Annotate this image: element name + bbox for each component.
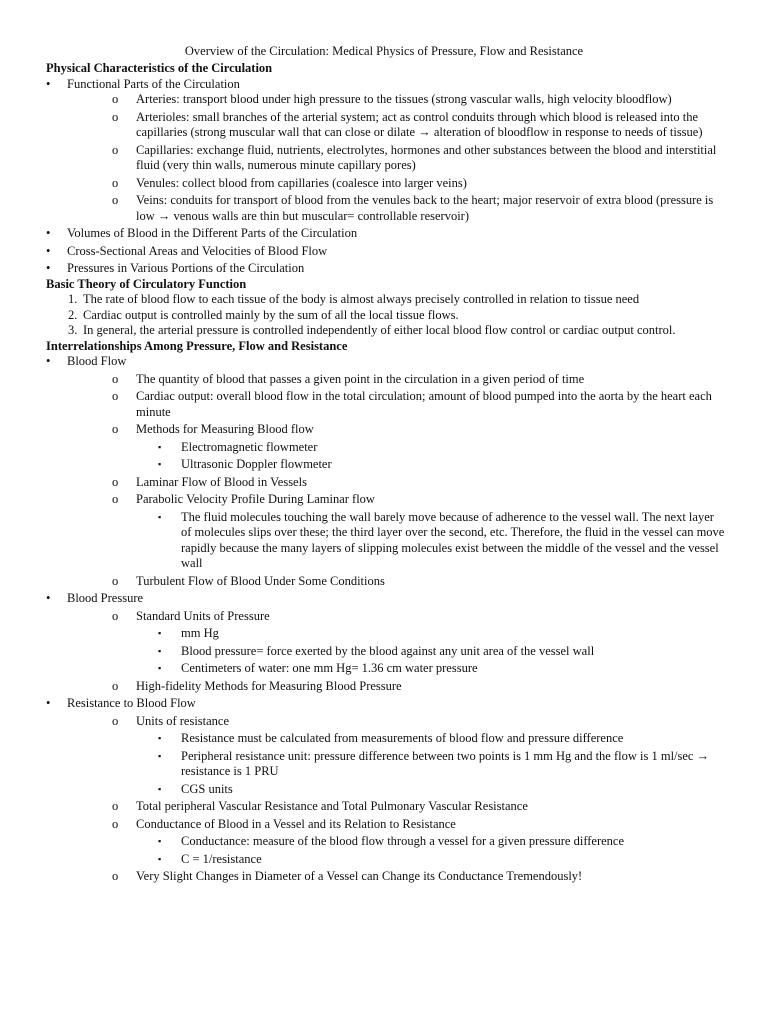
sub-bullet-item	[46, 574, 726, 590]
sub-sub-bullet-item	[46, 834, 726, 850]
numbered-item	[46, 308, 726, 324]
sub-bullet-text: Methods for Measuring Blood flow	[136, 422, 314, 436]
square-marker	[158, 852, 161, 868]
square-marker	[158, 510, 161, 526]
sub-bullet-text: Capillaries: exchange fluid, nutrients, electrolytes, hormones and other substances between the blood and interstitial fluid (very thin walls, numerous minute capillary pores)	[136, 142, 717, 172]
bullet-item	[46, 244, 726, 260]
sub-bullet-item	[46, 714, 726, 730]
numbered-text: Cardiac output is controlled mainly by the sum of all the local tissue flows.	[83, 307, 459, 322]
sub-bullet-item	[46, 799, 726, 815]
circle-marker	[112, 422, 118, 438]
sub-bullet-item	[46, 372, 726, 388]
sub-bullet-text: Turbulent Flow of Blood Under Some Conditions	[136, 573, 385, 588]
bullet-marker	[46, 354, 50, 370]
bullet-marker	[46, 591, 50, 607]
section-heading: Interrelationships Among Pressure, Flow and Resistance	[46, 338, 348, 353]
square-marker	[158, 749, 161, 765]
bullet-marker	[46, 244, 50, 260]
sub-sub-bullet-item	[46, 749, 726, 780]
sub-bullet-text: Total peripheral Vascular Resistance and Total Pulmonary Vascular Resistance	[136, 799, 528, 813]
square-marker	[158, 644, 161, 660]
bullet-item	[46, 696, 726, 712]
document-body	[46, 61, 726, 885]
sub-sub-bullet-text: mm Hg	[181, 626, 219, 640]
circle-marker	[112, 817, 118, 833]
sub-sub-bullet-text: Blood pressure= force exerted by the blood against any unit area of the vessel wall	[181, 643, 595, 658]
bullet-marker	[46, 77, 50, 93]
sub-sub-bullet-text: Electromagnetic flowmeter	[181, 439, 318, 454]
bullet-text: Volumes of Blood in the Different Parts of the Circulation	[67, 226, 358, 240]
sub-bullet-item	[46, 492, 726, 508]
sub-bullet-text: Conductance of Blood in a Vessel and its Relation to Resistance	[136, 816, 456, 831]
sub-sub-bullet-text: C = 1/resistance	[181, 851, 262, 866]
sub-sub-bullet-item	[46, 661, 726, 677]
circle-marker	[112, 609, 118, 625]
sub-bullet-item	[46, 869, 726, 885]
square-marker	[158, 731, 161, 747]
number-marker: 2.	[68, 307, 78, 322]
sub-bullet-text: Units of resistance	[136, 713, 230, 728]
circle-marker	[112, 574, 118, 590]
bullet-item	[46, 261, 726, 277]
sub-sub-bullet-item	[46, 782, 726, 798]
circle-marker	[112, 714, 118, 730]
sub-bullet-item	[46, 389, 726, 420]
circle-marker	[112, 372, 118, 388]
sub-bullet-text: Arteries: transport blood under high pressure to the tissues (strong vascular walls, high velocity bloodflow)	[136, 92, 672, 106]
sub-bullet-item	[46, 817, 726, 833]
sub-bullet-item	[46, 143, 726, 174]
sub-bullet-text: Laminar Flow of Blood in Vessels	[136, 474, 307, 489]
sub-sub-bullet-text: Peripheral resistance unit: pressure difference between two points is 1 mm Hg and the flow is 1 ml/sec → resistance is 1 PRU	[181, 748, 710, 778]
square-marker	[158, 626, 161, 642]
sub-bullet-text: Veins: conduits for transport of blood from the venules back to the heart; major reservoir of extra blood (pressure is low → venous walls are thin but muscular= controllable reservoir)	[136, 193, 714, 223]
number-marker: 1.	[68, 292, 78, 306]
sub-bullet-text: Parabolic Velocity Profile During Laminar flow	[136, 492, 375, 506]
sub-bullet-item	[46, 679, 726, 695]
sub-sub-bullet-text: Resistance must be calculated from measurements of blood flow and pressure difference	[181, 731, 624, 745]
sub-sub-bullet-item	[46, 457, 726, 473]
sub-bullet-text: The quantity of blood that passes a given point in the circulation in a given period of time	[136, 371, 585, 386]
sub-bullet-item	[46, 609, 726, 625]
number-marker: 3.	[68, 323, 78, 337]
sub-sub-bullet-item	[46, 731, 726, 747]
bullet-text: Pressures in Various Portions of the Circulation	[67, 261, 305, 275]
bullet-text: Blood Flow	[67, 354, 127, 368]
document-title: Overview of the Circulation: Medical Physics of Pressure, Flow and Resistance	[184, 44, 584, 58]
bullet-text: Functional Parts of the Circulation	[67, 76, 240, 91]
sub-bullet-text: Very Slight Changes in Diameter of a Vessel can Change its Conductance Tremendously!	[136, 869, 583, 883]
sub-sub-bullet-item	[46, 510, 726, 572]
numbered-item	[46, 323, 726, 339]
sub-bullet-text: Arterioles: small branches of the arterial system; act as control conduits through which blood is released into the capillaries (strong muscular wall that can close or dilate → alteration of bloodflow in response to needs of tissue)	[136, 109, 703, 139]
circle-marker	[112, 799, 118, 815]
circle-marker	[112, 679, 118, 695]
sub-sub-bullet-text: CGS units	[181, 781, 233, 796]
bullet-item	[46, 591, 726, 607]
bullet-item	[46, 226, 726, 242]
numbered-text: In general, the arterial pressure is controlled independently of either local blood flow control or cardiac output control.	[83, 323, 676, 337]
section-heading: Physical Characteristics of the Circulation	[46, 61, 273, 75]
section-heading: Basic Theory of Circulatory Function	[46, 276, 247, 291]
sub-bullet-text: Cardiac output: overall blood flow in the total circulation; amount of blood pumped into the aorta by the heart each minute	[136, 389, 712, 419]
sub-bullet-item	[46, 475, 726, 491]
sub-sub-bullet-text: The fluid molecules touching the wall barely move because of adherence to the vessel wall. The next layer of molecules slips over these; the third layer over the second, etc. Therefore, the fluid in the vessel can move rapidly because the many layers of slipping molecules exist between the middle of the vessel and the vessel wall	[181, 509, 725, 570]
bullet-text: Resistance to Blood Flow	[67, 696, 196, 710]
sub-bullet-item	[46, 176, 726, 192]
sub-sub-bullet-item	[46, 644, 726, 660]
square-marker	[158, 457, 161, 473]
bullet-marker	[46, 261, 50, 277]
circle-marker	[112, 475, 118, 491]
numbered-text: The rate of blood flow to each tissue of the body is almost always precisely controlled in relation to tissue need	[83, 292, 640, 306]
square-marker	[158, 661, 161, 677]
sub-bullet-text: Venules: collect blood from capillaries (coalesce into larger veins)	[136, 175, 467, 190]
bullet-item	[46, 77, 726, 93]
circle-marker	[112, 176, 118, 192]
circle-marker	[112, 869, 118, 885]
sub-bullet-item	[46, 422, 726, 438]
sub-sub-bullet-item	[46, 852, 726, 868]
sub-sub-bullet-text: Ultrasonic Doppler flowmeter	[181, 457, 332, 471]
sub-bullet-item	[46, 92, 726, 108]
sub-bullet-text: High-fidelity Methods for Measuring Blood Pressure	[136, 678, 402, 693]
bullet-item	[46, 354, 726, 370]
bullet-marker	[46, 696, 50, 712]
circle-marker	[112, 389, 118, 405]
bullet-marker	[46, 226, 50, 242]
circle-marker	[112, 92, 118, 108]
square-marker	[158, 834, 161, 850]
square-marker	[158, 440, 161, 456]
circle-marker	[112, 110, 118, 126]
sub-bullet-text: Standard Units of Pressure	[136, 608, 270, 623]
sub-bullet-item	[46, 193, 726, 224]
square-marker	[158, 782, 161, 798]
sub-sub-bullet-text: Conductance: measure of the blood flow through a vessel for a given pressure difference	[181, 834, 625, 848]
sub-sub-bullet-text: Centimeters of water: one mm Hg= 1.36 cm water pressure	[181, 661, 478, 675]
sub-sub-bullet-item	[46, 440, 726, 456]
circle-marker	[112, 492, 118, 508]
sub-sub-bullet-item	[46, 626, 726, 642]
bullet-text: Blood Pressure	[67, 591, 144, 605]
bullet-text: Cross-Sectional Areas and Velocities of Blood Flow	[67, 243, 328, 258]
circle-marker	[112, 143, 118, 159]
circle-marker	[112, 193, 118, 209]
sub-bullet-item	[46, 110, 726, 141]
numbered-item	[46, 292, 726, 308]
